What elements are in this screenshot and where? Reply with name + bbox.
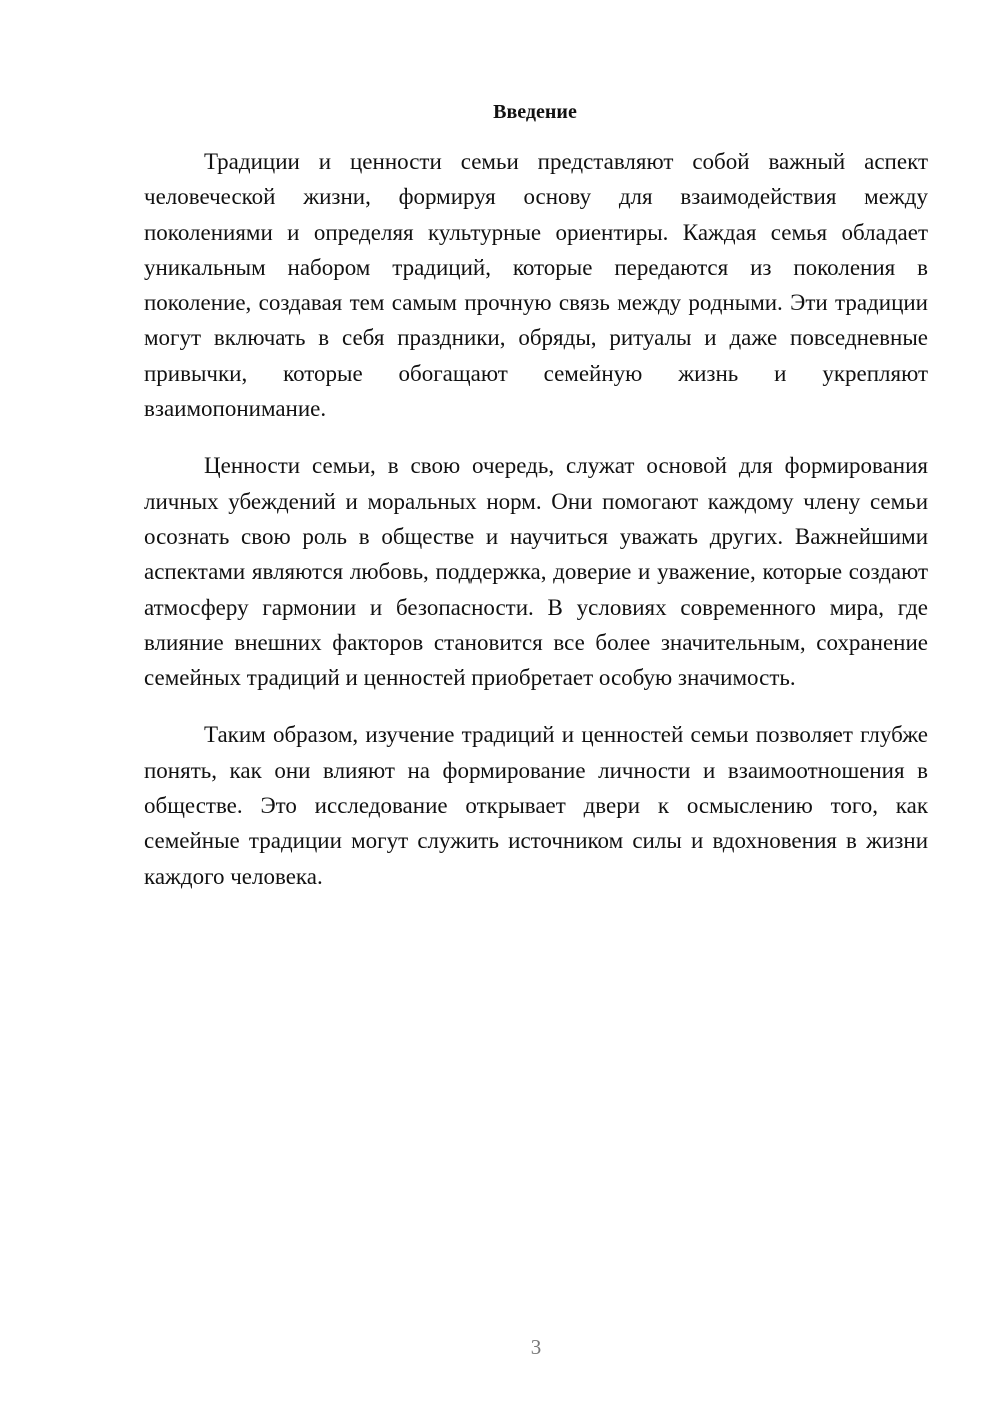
paragraph-2: Ценности семьи, в свою очередь, служат основой для формирования личных убеждений и моральных норм. Они помогают каждому члену семьи осознать свою роль в обществе и научиться уважать других. Важнейшими аспектами являются любовь, поддержка, доверие и уважение, которые создают атмосферу гармонии и безопасности. В условиях современного мира, где влияние внешних факторов становится все более значительным, сохранение семейных традиций и ценностей приобретает особую значимость. (144, 453, 928, 691)
paragraph-1: Традиции и ценности семьи представляют собой важный аспект человеческой жизни, формируя основу для взаимодействия между поколениями и определяя культурные ориентиры. Каждая семья обладает уникальным набором традиций, которые передаются из поколения в поколение, создавая тем самым прочную связь между родными. Эти традиции могут включать в себя праздники, обряды, ритуалы и даже повседневные привычки, которые обогащают семейную жизнь и укрепляют взаимопонимание. (144, 149, 928, 422)
document-body (144, 144, 928, 916)
paragraph-3: Таким образом, изучение традиций и ценностей семьи позволяет глубже понять, как они влияют на формирование личности и взаимоотношения в обществе. Это исследование открывает двери к осмыслению того, как семейные традиции могут служить источником силы и вдохновения в жизни каждого человека. (144, 722, 928, 889)
page-title: Введение (493, 101, 577, 123)
page-number: 3 (530, 1335, 542, 1359)
